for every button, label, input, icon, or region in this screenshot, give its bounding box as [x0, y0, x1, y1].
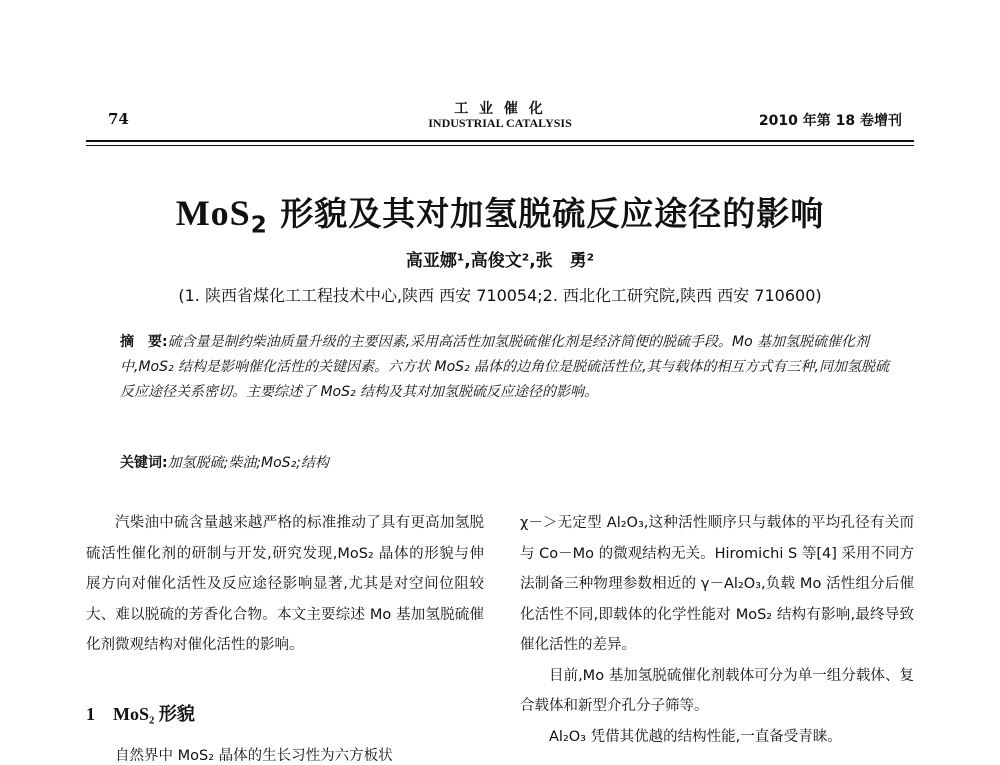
title-rest: 形貌及其对加氢脱硫反应途径的影响: [267, 194, 825, 233]
header-rule-thin: [86, 145, 914, 146]
abstract: [120, 330, 890, 405]
title-prefix: MoS: [175, 193, 251, 233]
keywords-label: 关键词:: [120, 455, 168, 471]
issue-info: 2010 年第 18 卷增刊: [758, 113, 902, 129]
intro-paragraph: 汽柴油中硫含量越来越严格的标准推动了具有更高加氢脱硫活性催化剂的研制与开发,研究发现,MoS₂ 晶体的形貌与伸展方向对催化活性及反应途径影响显著,尤其是对空间位阻较大、难以脱硫的芳香化合物。本文主要综述 Mo 基加氢脱硫催化剂微观结构对催化活性的影响。: [86, 515, 484, 653]
affiliations: (1. 陕西省煤化工工程技术中心,陕西 西安 710054;2. 西北化工研究院,陕西 西安 710600): [178, 286, 822, 305]
journal-title-en: INDUSTRIAL CATALYSIS: [428, 116, 572, 130]
page-number: 74: [108, 110, 129, 128]
body-column-right: [520, 508, 914, 752]
section-heading: 1 MoS₂ 形貌: [86, 704, 195, 724]
keywords: [120, 452, 890, 472]
right-paragraph-1: χ－＞无定型 Al₂O₃,这种活性顺序只与载体的平均孔径有关而与 Co－Mo 的微观结构无关。Hiromichi S 等[4] 采用不同方法制备三种物理参数相近的 γ－Al₂O₃,负载 Mo 活性组分后催化活性不同,即载体的化学性能对 MoS₂ 结构有影响,最终导致催化活性的差异。: [520, 515, 914, 653]
abstract-text: 硫含量是制约柴油质量升级的主要因素,采用高活性加氢脱硫催化剂是经济简便的脱硫手段。Mo 基加氢脱硫催化剂中,MoS₂ 结构是影响催化活性的关键因素。六方状 MoS₂ 晶体的边角位是脱硫活性位,其与载体的相互方式有三种,同加氢脱硫反应途径关系密切。主要综述了 MoS₂ 结构及其对加氢脱硫反应途径的影响。: [120, 334, 889, 400]
keywords-text: 加氢脱硫;柴油;MoS₂;结构: [167, 455, 329, 471]
right-paragraph-2: 目前,Mo 基加氢脱硫催化剂载体可分为单一组分载体、复合载体和新型介孔分子筛等。: [520, 667, 914, 714]
body-column-left: [86, 508, 484, 661]
right-cut-line: Al₂O₃ 凭借其优越的结构性能,一直备受青睐。: [549, 728, 842, 745]
title-subscript: 2: [250, 212, 268, 239]
header-rule-thick: [86, 140, 914, 142]
authors: 高亚娜¹,高俊文²,张 勇²: [405, 251, 595, 271]
left-cut-line: 自然界中 MoS₂ 晶体的生长习性为六方板状: [115, 748, 393, 764]
journal-title-cn: 工 业 催 化: [454, 101, 546, 117]
paper-title: [0, 188, 1000, 239]
abstract-label: 摘 要:: [120, 334, 168, 350]
